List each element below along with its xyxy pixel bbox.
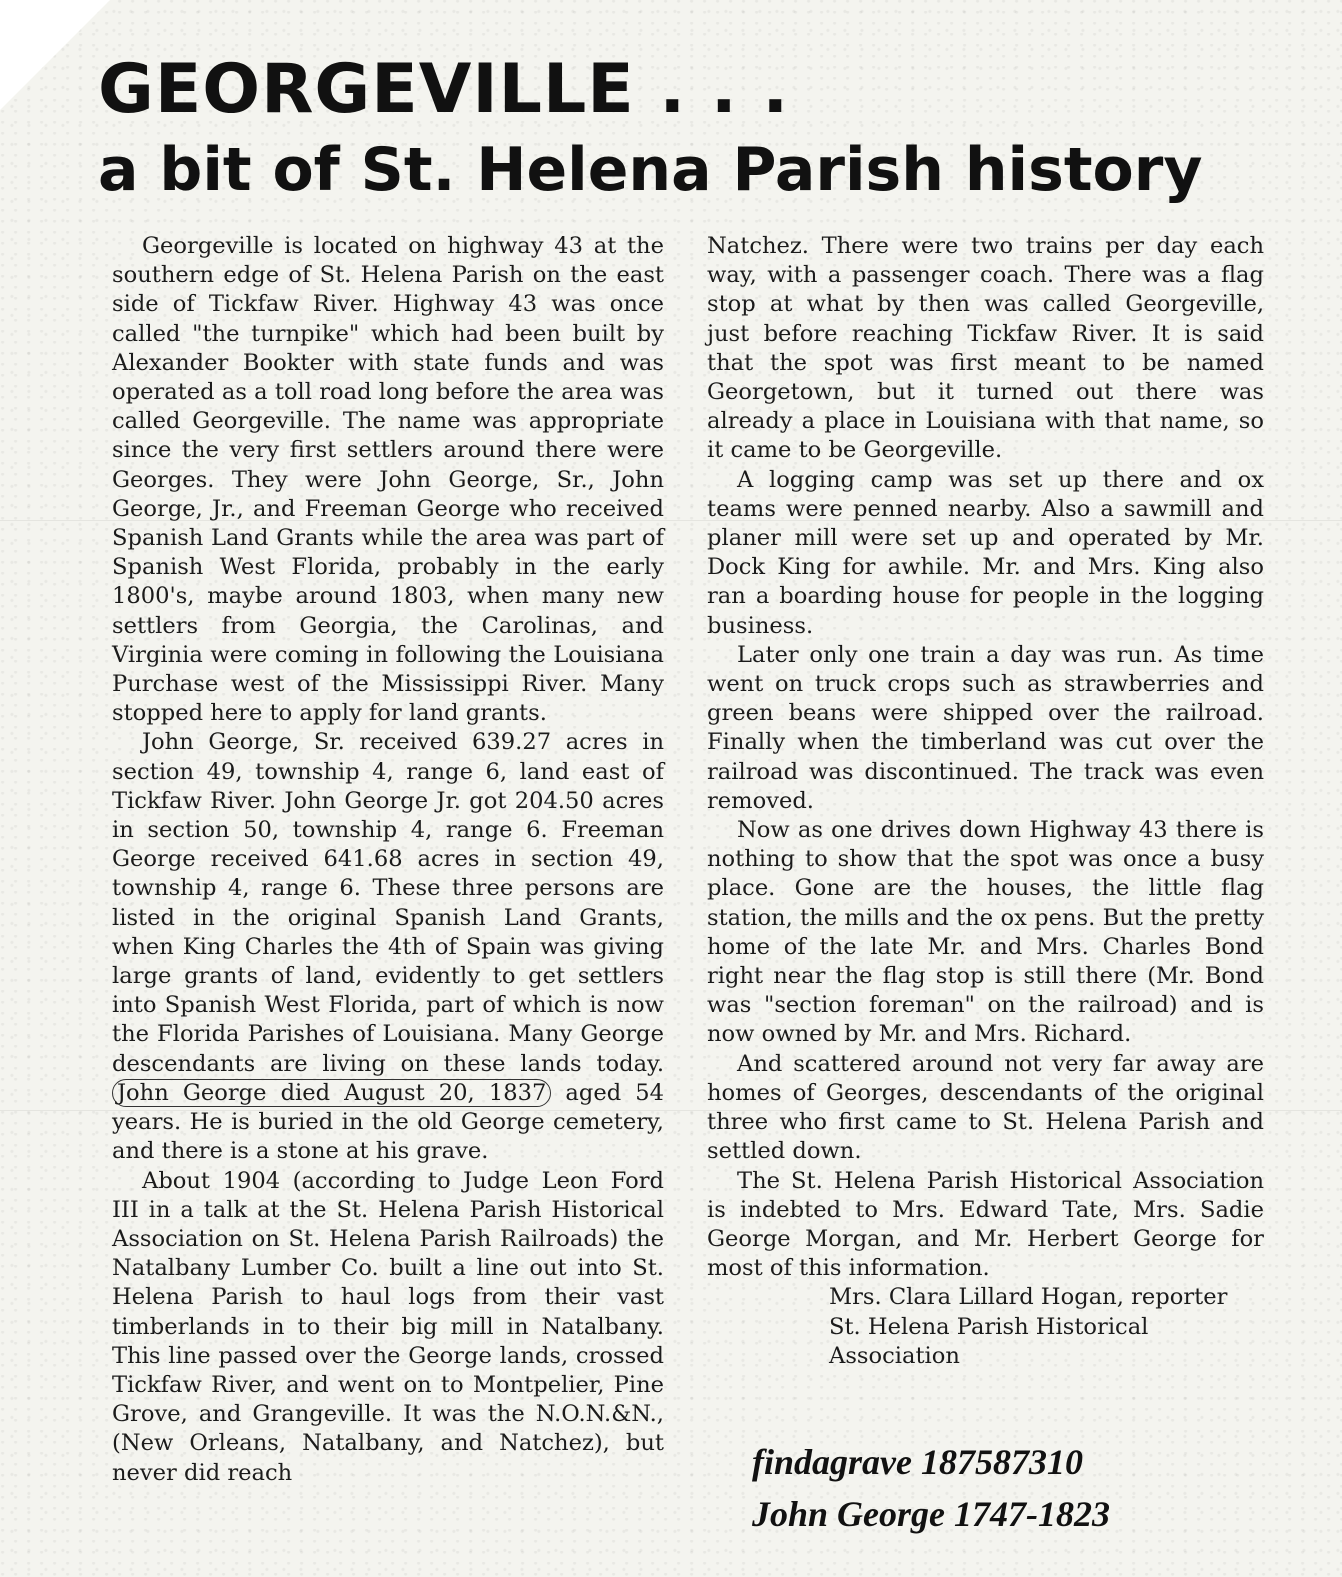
article-paragraph <box>112 728 664 1166</box>
article-headline <box>98 52 1248 210</box>
torn-corner <box>0 0 110 110</box>
article-paragraph: Natchez. There were two trains per day each way, with a passenger coach. There was a flag stop at what by then was called Georgeville, just before reaching Tickfaw River. It is said that the spot was first meant to be named Georgetown, but it turned out there was already a place in Louisiana with that name, so it came to be Georgeville. <box>707 233 1264 464</box>
article-paragraph: Georgeville is located on highway 43 at the southern edge of St. Helena Parish on the east side of Tickfaw River. Highway 43 was once called "the turnpike" which had been built by Alexander Bookter with state funds and was operated as a toll road long before the area was called Georgeville. The name was appropriate since the very first settlers around there were Georges. They were John George, Sr., John George, Jr., and Freeman George who received Spanish Land Grants while the area was part of Spanish West Florida, probably in the early 1800's, maybe around 1803, when many new settlers from Georgia, the Carolinas, and Virginia were coming in following the Louisiana Purchase west of the Mississippi River. Many stopped here to apply for land grants. <box>112 233 664 727</box>
paragraph-text: John George, Sr. received 639.27 acres in section 49, township 4, range 6, land east of Tickfaw River. John George Jr. got 204.50 acres in section 50, township 4, range 6. Freeman George received 641.68 acres in section 49, township 4, range 6. These three persons are listed in the original Spanish Land Grants, when King Charles the 4th of Spain was giving large grants of land, evidently to get settlers into Spanish West Florida, part of which is now the Florida Parishes of Louisiana. Many George descendants are living on these lands today. <box>112 729 664 1077</box>
findagrave-reference: findagrave 187587310 <box>752 1442 1083 1482</box>
headline-line-2: a bit of St. Helena Parish history <box>98 135 1203 205</box>
article-paragraph: A logging camp was set up there and ox teams were penned nearby. Also a sawmill and planer mill were set up and operated by Mr. Dock King for awhile. Mr. and Mrs. King also ran a boarding house for people in the logging business. <box>707 466 1264 639</box>
handwritten-annotation <box>752 1436 1272 1540</box>
right-column <box>707 232 1264 1371</box>
headline-line-1: GEORGEVILLE . . . <box>98 50 790 129</box>
signature-line: St. Helena Parish Historical <box>829 1313 1149 1340</box>
signature-line: Association <box>829 1342 960 1369</box>
circled-death-date: John George died August 20, 1837 <box>112 1079 551 1107</box>
signature-line: Mrs. Clara Lillard Hogan, reporter <box>829 1284 1228 1311</box>
article-paragraph: Now as one drives down Highway 43 there is nothing to show that the spot was once a busy place. Gone are the houses, the little flag station, the mills and the ox pens. But the pretty home of the late Mr. and Mrs. Charles Bond right near the flag stop is still there (Mr. Bond was "section foreman" on the railroad) and is now owned by Mr. and Mrs. Richard. <box>707 817 1264 1048</box>
person-lifespan: John George 1747-1823 <box>752 1494 1110 1534</box>
left-column <box>112 232 664 1488</box>
paragraph-text: aged 54 years. He is buried in the old George cemetery, and there is a stone at his grave. <box>112 1079 664 1165</box>
article-paragraph: Later only one train a day was run. As time went on truck crops such as strawberries and green beans were shipped over the railroad. Finally when the timberland was cut over the railroad was discontinued. The track was even removed. <box>707 641 1264 814</box>
article-paragraph: And scattered around not very far away are homes of Georges, descendants of the original three who first came to St. Helena Parish and settled down. <box>707 1050 1264 1165</box>
article-paragraph: About 1904 (according to Judge Leon Ford III in a talk at the St. Helena Parish Historical Association on St. Helena Parish Railroads) the Natalbany Lumber Co. built a line out into St. Helena Parish to haul logs from their vast timberlands in to their big mill in Natalbany. This line passed over the George lands, crossed Tickfaw River, and went on to Montpelier, Pine Grove, and Grangeville. It was the N.O.N.&N., (New Orleans, Natalbany, and Natchez), but never did reach <box>112 1167 664 1486</box>
article-paragraph: The St. Helena Parish Historical Association is indebted to Mrs. Edward Tate, Mrs. Sadie George Morgan, and Mr. Herbert George for most of this information. <box>707 1167 1264 1282</box>
reporter-signature <box>707 1283 1264 1371</box>
